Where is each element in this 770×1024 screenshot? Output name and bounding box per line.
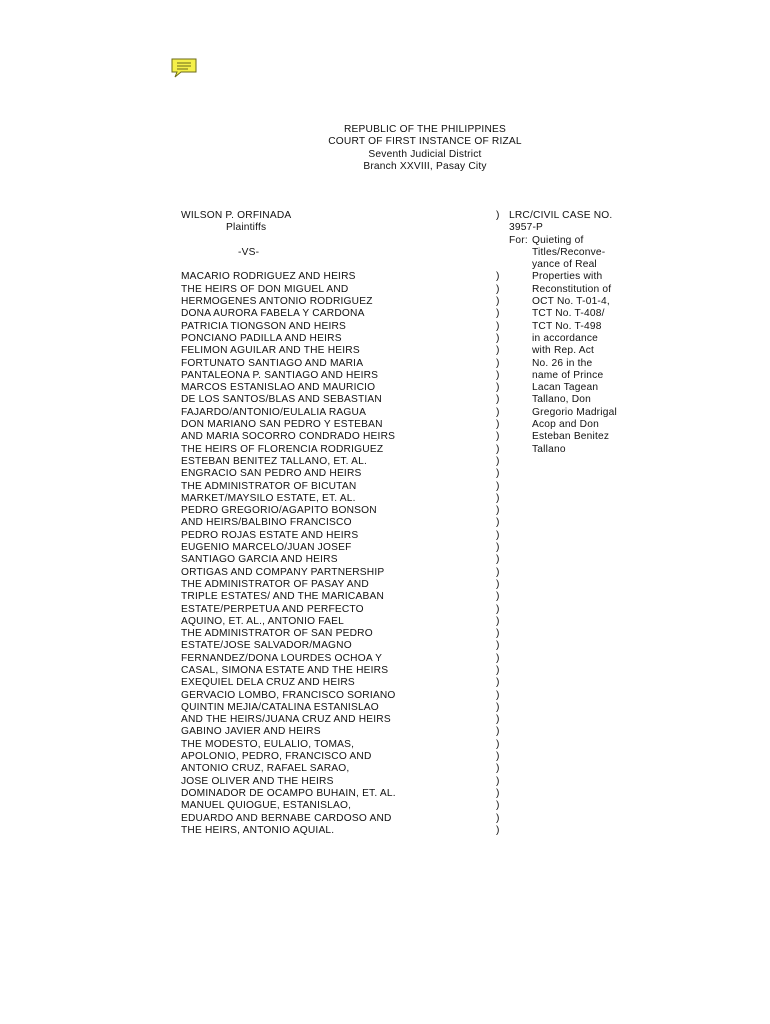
for-label: For: (509, 234, 528, 246)
paren-mark: ) (496, 529, 500, 541)
case-subject-line: Lacan Tagean (532, 382, 599, 394)
paren-mark: ) (496, 369, 500, 381)
case-subject-line: with Rep. Act (532, 345, 595, 357)
blank-line (181, 259, 481, 271)
paren-mark: ) (496, 689, 500, 701)
defendant-line: THE ADMINISTRATOR OF SAN PEDRO (181, 628, 373, 640)
paren-mark: ) (496, 345, 500, 357)
paren-mark: ) (496, 419, 500, 431)
case-number: LRC/CIVIL CASE NO. (509, 210, 613, 221)
paren-mark: ) (496, 628, 500, 640)
paren-mark: ) (496, 210, 500, 221)
case-subject-line: Tallano, Don (532, 394, 592, 406)
paren-mark: ) (496, 492, 500, 504)
plaintiff-role: Plaintiffs (226, 222, 267, 234)
defendant-line: AND THE HEIRS/JUANA CRUZ AND HEIRS (181, 714, 391, 726)
defendant-line: MACARIO RODRIGUEZ AND HEIRS (181, 271, 356, 283)
case-caption-column (509, 210, 639, 456)
defendant-line: EDUARDO AND BERNABE CARDOSO AND (181, 812, 392, 824)
paren-mark: ) (496, 517, 500, 529)
defendant-line: APOLONIO, PEDRO, FRANCISCO AND (181, 751, 372, 763)
defendant-line: MANUEL QUIOGUE, ESTANISLAO, (181, 800, 352, 812)
header-line: COURT OF FIRST INSTANCE OF RIZAL (328, 136, 522, 148)
case-subject-line: Tallano (532, 443, 566, 455)
defendant-line: THE ADMINISTRATOR OF BICUTAN (181, 480, 357, 492)
paren-mark: ) (496, 406, 500, 418)
case-subject-line: OCT No. T-01-4, (532, 296, 610, 308)
paren-mark: ) (496, 664, 500, 676)
defendant-line: DOMINADOR DE OCAMPO BUHAIN, ET. AL. (181, 787, 396, 799)
defendant-line: AQUINO, ET. AL., ANTONIO FAEL (181, 615, 344, 627)
defendant-line: PATRICIA TIONGSON AND HEIRS (181, 320, 347, 332)
header-line: Seventh Judicial District (368, 148, 482, 160)
defendant-line: SANTIAGO GARCIA AND HEIRS (181, 554, 338, 566)
defendant-line: GABINO JAVIER AND HEIRS (181, 726, 321, 738)
case-subject-line: yance of Real (532, 259, 597, 271)
defendant-line: CASAL, SIMONA ESTATE AND THE HEIRS (181, 664, 389, 676)
header-line: REPUBLIC OF THE PHILIPPINES (343, 124, 507, 135)
plaintiff-name: WILSON P. ORFINADA (181, 210, 292, 221)
paren-mark: ) (496, 677, 500, 689)
defendant-line: TRIPLE ESTATES/ AND THE MARICABAN (181, 591, 385, 603)
paren-mark: ) (496, 320, 500, 332)
paren-mark: ) (496, 751, 500, 763)
case-subject-line: name of Prince (532, 369, 604, 381)
paren-mark: ) (496, 480, 500, 492)
defendant-line: FAJARDO/ANTONIO/EULALIA RAGUA (181, 406, 367, 418)
paren-mark: ) (496, 505, 500, 517)
paren-mark: ) (496, 542, 500, 554)
paren-mark: ) (496, 271, 500, 283)
paren-mark: ) (496, 566, 500, 578)
defendant-line: MARCOS ESTANISLAO AND MAURICIO (181, 382, 376, 394)
case-subject-line: Properties with (532, 271, 603, 283)
defendant-line: FERNANDEZ/DONA LOURDES OCHOA Y (181, 652, 383, 664)
case-subject-line: in accordance (532, 332, 599, 344)
case-subject-line: TCT No. T-408/ (532, 308, 605, 320)
defendant-line: MARKET/MAYSILO ESTATE, ET. AL. (181, 492, 356, 504)
defendant-line: ORTIGAS AND COMPANY PARTNERSHIP (181, 566, 385, 578)
court-header (300, 124, 550, 173)
versus-label: -VS- (238, 246, 260, 258)
paren-mark: ) (496, 296, 500, 308)
blank-line (181, 235, 481, 247)
case-number-suffix: 3957-P (509, 222, 544, 234)
case-for-row (509, 235, 639, 247)
parenthesis-column (496, 210, 506, 837)
paren-mark: ) (496, 726, 500, 738)
paren-mark: ) (496, 603, 500, 615)
paren-mark: ) (496, 554, 500, 566)
parties-column (181, 210, 481, 837)
paren-mark: ) (496, 357, 500, 369)
paren-mark: ) (496, 578, 500, 590)
paren-mark: ) (496, 443, 500, 455)
defendant-line: DONA AURORA FABELA Y CARDONA (181, 308, 365, 320)
paren-mark: ) (496, 308, 500, 320)
blank-line (496, 247, 506, 259)
defendant-line: HERMOGENES ANTONIO RODRIGUEZ (181, 296, 373, 308)
paren-mark: ) (496, 701, 500, 713)
case-subject-line: Titles/Reconve- (532, 246, 606, 258)
defendant-line: EUGENIO MARCELO/JUAN JOSEF (181, 542, 352, 554)
paren-mark: ) (496, 468, 500, 480)
defendant-line: FORTUNATO SANTIAGO AND MARIA (181, 357, 364, 369)
paren-mark: ) (496, 652, 500, 664)
paren-mark: ) (496, 812, 500, 824)
defendant-line: GERVACIO LOMBO, FRANCISCO SORIANO (181, 689, 396, 701)
blank-line (496, 235, 506, 247)
case-subject-line: Reconstitution of (532, 283, 612, 295)
header-line: Branch XXVIII, Pasay City (363, 160, 487, 172)
paren-mark: ) (496, 382, 500, 394)
defendant-line: FELIMON AGUILAR AND THE HEIRS (181, 345, 360, 357)
defendant-line: ESTATE/PERPETUA AND PERFECTO (181, 603, 364, 615)
defendant-line: ANTONIO CRUZ, RAFAEL SARAO, (181, 763, 350, 775)
case-subject-line: TCT No. T-498 (532, 320, 602, 332)
defendant-line: DON MARIANO SAN PEDRO Y ESTEBAN (181, 419, 383, 431)
defendant-line: JOSE OLIVER AND THE HEIRS (181, 775, 334, 787)
defendant-line: PANTALEONA P. SANTIAGO AND HEIRS (181, 369, 379, 381)
for-text: Quieting of (532, 234, 584, 246)
defendant-line: THE ADMINISTRATOR OF PASAY AND (181, 578, 369, 590)
paren-mark: ) (496, 615, 500, 627)
defendant-line: ESTATE/JOSE SALVADOR/MAGNO (181, 640, 352, 652)
defendant-line: EXEQUIEL DELA CRUZ AND HEIRS (181, 677, 355, 689)
defendant-line: QUINTIN MEJIA/CATALINA ESTANISLAO (181, 701, 379, 713)
paren-mark: ) (496, 800, 500, 812)
defendant-line: PEDRO GREGORIO/AGAPITO BONSON (181, 505, 377, 517)
defendant-line: AND HEIRS/BALBINO FRANCISCO (181, 517, 352, 529)
paren-mark: ) (496, 431, 500, 443)
defendant-line: THE HEIRS, ANTONIO AQUIAL. (181, 824, 335, 836)
defendant-line: PONCIANO PADILLA AND HEIRS (181, 332, 342, 344)
case-subject-line: No. 26 in the (532, 357, 593, 369)
paren-mark: ) (496, 332, 500, 344)
defendant-line: ESTEBAN BENITEZ TALLANO, ET. AL. (181, 455, 368, 467)
paren-mark: ) (496, 455, 500, 467)
case-subject-line: Esteban Benitez (532, 431, 610, 443)
defendant-line: PEDRO ROJAS ESTATE AND HEIRS (181, 529, 359, 541)
defendant-line: THE HEIRS OF DON MIGUEL AND (181, 283, 349, 295)
paren-mark: ) (496, 824, 500, 836)
paren-mark: ) (496, 394, 500, 406)
defendant-line: DE LOS SANTOS/BLAS AND SEBASTIAN (181, 394, 382, 406)
defendant-line: AND MARIA SOCORRO CONDRADO HEIRS (181, 431, 396, 443)
comment-note-icon[interactable] (170, 57, 198, 79)
defendant-line: THE MODESTO, EULALIO, TOMAS, (181, 738, 355, 750)
paren-mark: ) (496, 775, 500, 787)
blank-line (496, 259, 506, 271)
paren-mark: ) (496, 591, 500, 603)
paren-mark: ) (496, 738, 500, 750)
paren-mark: ) (496, 787, 500, 799)
paren-mark: ) (496, 283, 500, 295)
case-subject-line: Acop and Don (532, 419, 599, 431)
defendant-line: THE HEIRS OF FLORENCIA RODRIGUEZ (181, 443, 384, 455)
paren-mark: ) (496, 763, 500, 775)
paren-mark: ) (496, 640, 500, 652)
defendant-line: ENGRACIO SAN PEDRO AND HEIRS (181, 468, 362, 480)
blank-line (496, 222, 506, 234)
paren-mark: ) (496, 714, 500, 726)
case-subject-line: Gregorio Madrigal (532, 406, 617, 418)
